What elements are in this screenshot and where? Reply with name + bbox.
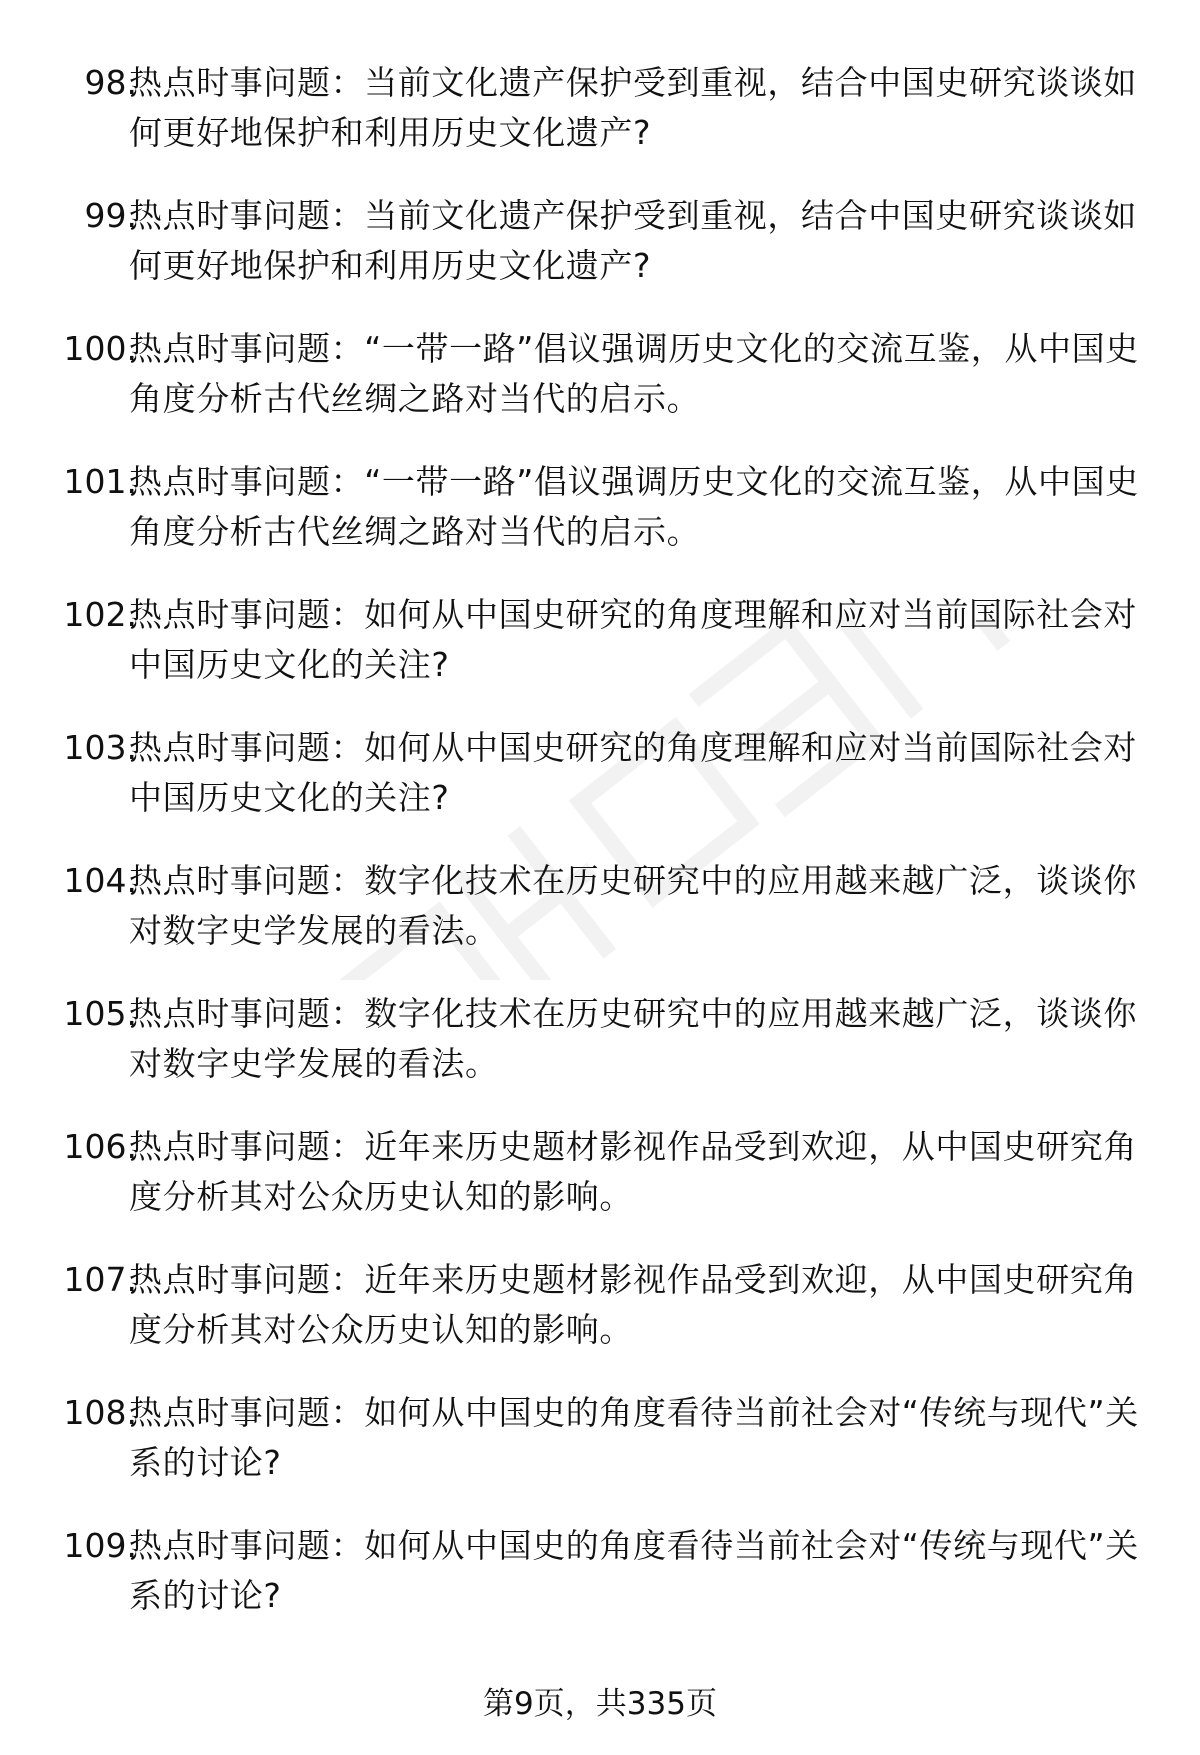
question-item <box>0 590 1200 723</box>
question-number: 100. <box>63 329 137 368</box>
question-item <box>0 1388 1200 1521</box>
question-number: 105. <box>63 994 137 1033</box>
question-text: 热点时事问题：如何从中国史的角度看待当前社会对“传统与现代”关系的讨论? <box>129 1526 1139 1615</box>
question-text: 热点时事问题：近年来历史题材影视作品受到欢迎，从中国史研究角度分析其对公众历史认知的影响。 <box>129 1127 1137 1216</box>
question-number: 104. <box>63 861 137 900</box>
question-item <box>0 1122 1200 1255</box>
question-text: 热点时事问题：“一带一路”倡议强调历史文化的交流互鉴，从中国史角度分析古代丝绸之路对当代的启示。 <box>129 462 1139 551</box>
question-number: 108. <box>63 1393 137 1432</box>
question-text: 热点时事问题：如何从中国史的角度看待当前社会对“传统与现代”关系的讨论? <box>129 1393 1139 1482</box>
question-text: 热点时事问题：如何从中国史研究的角度理解和应对当前国际社会对中国历史文化的关注? <box>129 728 1137 817</box>
question-number: 101. <box>63 462 137 501</box>
question-text: 热点时事问题：近年来历史题材影视作品受到欢迎，从中国史研究角度分析其对公众历史认知的影响。 <box>129 1260 1137 1349</box>
question-item <box>0 457 1200 590</box>
question-item <box>0 1255 1200 1388</box>
question-list <box>0 58 1200 1654</box>
question-text: 热点时事问题：“一带一路”倡议强调历史文化的交流互鉴，从中国史角度分析古代丝绸之路对当代的启示。 <box>129 329 1139 418</box>
question-text: 热点时事问题：当前文化遗产保护受到重视，结合中国史研究谈谈如何更好地保护和利用历史文化遗产? <box>129 196 1137 285</box>
question-number: 106. <box>63 1127 137 1166</box>
page-footer <box>0 1684 1200 1724</box>
question-item <box>0 989 1200 1122</box>
question-item <box>0 1521 1200 1654</box>
question-text: 热点时事问题：如何从中国史研究的角度理解和应对当前国际社会对中国历史文化的关注? <box>129 595 1137 684</box>
question-item <box>0 191 1200 324</box>
question-text: 热点时事问题：数字化技术在历史研究中的应用越来越广泛，谈谈你对数字史学发展的看法。 <box>129 994 1137 1083</box>
question-number: 103. <box>63 728 137 767</box>
question-item <box>0 324 1200 457</box>
question-number: 102. <box>63 595 137 634</box>
question-text: 热点时事问题：数字化技术在历史研究中的应用越来越广泛，谈谈你对数字史学发展的看法。 <box>129 861 1137 950</box>
question-number: 107. <box>63 1260 137 1299</box>
question-number: 109. <box>63 1526 137 1565</box>
page-indicator: 第9页，共335页 <box>483 1686 717 1722</box>
question-item <box>0 58 1200 191</box>
question-number: 99. <box>84 196 137 235</box>
question-text: 热点时事问题：当前文化遗产保护受到重视，结合中国史研究谈谈如何更好地保护和利用历史文化遗产? <box>129 63 1137 152</box>
question-item <box>0 856 1200 989</box>
question-number: 98. <box>84 63 137 102</box>
question-item <box>0 723 1200 856</box>
